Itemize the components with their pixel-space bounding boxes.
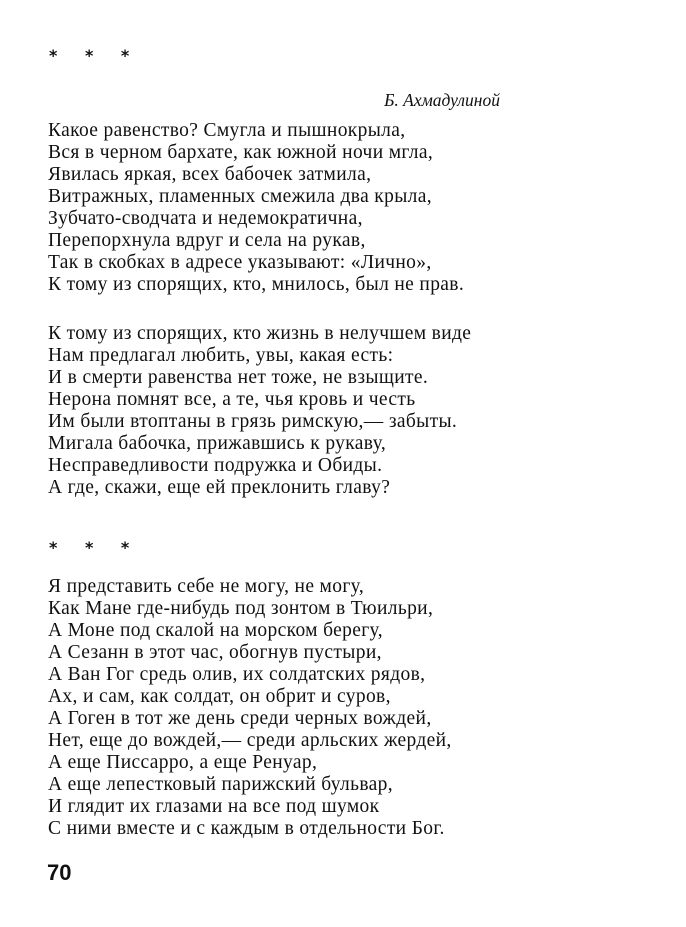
verse-line: С ними вместе и с каждым в отдельности Бог. <box>48 818 445 839</box>
verse-line: Нам предлагал любить, увы, какая есть: <box>48 345 394 366</box>
verse-line: А Ван Гог средь олив, их солдатских рядов, <box>48 664 426 685</box>
verse-line: Какое равенство? Смугла и пышнокрыла, <box>48 120 406 141</box>
verse-line: А Сезанн в этот час, обогнув пустыри, <box>48 642 382 663</box>
section-ornament: * * * <box>49 46 141 65</box>
verse-line: Я представить себе не могу, не могу, <box>48 576 365 597</box>
verse-line: К тому из спорящих, кто жизнь в нелучшем виде <box>48 323 472 344</box>
verse-line: Нет, еще до вождей,— среди арльских жердей, <box>48 730 452 751</box>
verse-line: Нерона помнят все, а те, чья кровь и честь <box>48 389 416 410</box>
verse-line: Так в скобках в адресе указывают: «Лично», <box>48 252 432 273</box>
poem2-stanza <box>48 576 452 840</box>
verse-line: А где, скажи, еще ей преклонить главу? <box>48 477 391 498</box>
verse-line: К тому из спорящих, кто, мнилось, был не прав. <box>48 274 465 295</box>
verse-line: Несправедливости подружка и Обиды. <box>48 455 383 476</box>
verse-line: Мигала бабочка, прижавшись к рукаву, <box>48 433 387 454</box>
verse-line: Перепорхнула вдруг и села на рукав, <box>48 230 366 251</box>
poem1-stanza2 <box>48 323 471 499</box>
verse-line: И в смерти равенства нет тоже, не взыщите. <box>48 367 429 388</box>
verse-line: А Моне под скалой на морском берегу, <box>48 620 383 641</box>
verse-line: А еще Писсарро, а еще Ренуар, <box>48 752 318 773</box>
verse-line: И глядит их глазами на все под шумок <box>48 796 380 817</box>
verse-line: Вся в черном бархате, как южной ночи мгла, <box>48 142 434 163</box>
section-ornament: * * * <box>49 538 141 557</box>
dedication: Б. Ахмадулиной <box>384 90 500 110</box>
verse-line: Им были втоптаны в грязь римскую,— забыты. <box>48 411 458 432</box>
verse-line: Зубчато-сводчата и недемократична, <box>48 208 363 229</box>
page-number: 70 <box>47 860 72 885</box>
verse-line: Витражных, пламенных смежила два крыла, <box>48 186 432 207</box>
verse-line: Как Мане где-нибудь под зонтом в Тюильри, <box>48 598 434 619</box>
poem1-stanza1 <box>48 120 464 296</box>
verse-line: Явилась яркая, всех бабочек затмила, <box>48 164 372 185</box>
verse-line: Ах, и сам, как солдат, он обрит и суров, <box>48 686 391 707</box>
verse-line: А Гоген в тот же день среди черных вождей, <box>48 708 432 729</box>
verse-line: А еще лепестковый парижский бульвар, <box>48 774 393 795</box>
